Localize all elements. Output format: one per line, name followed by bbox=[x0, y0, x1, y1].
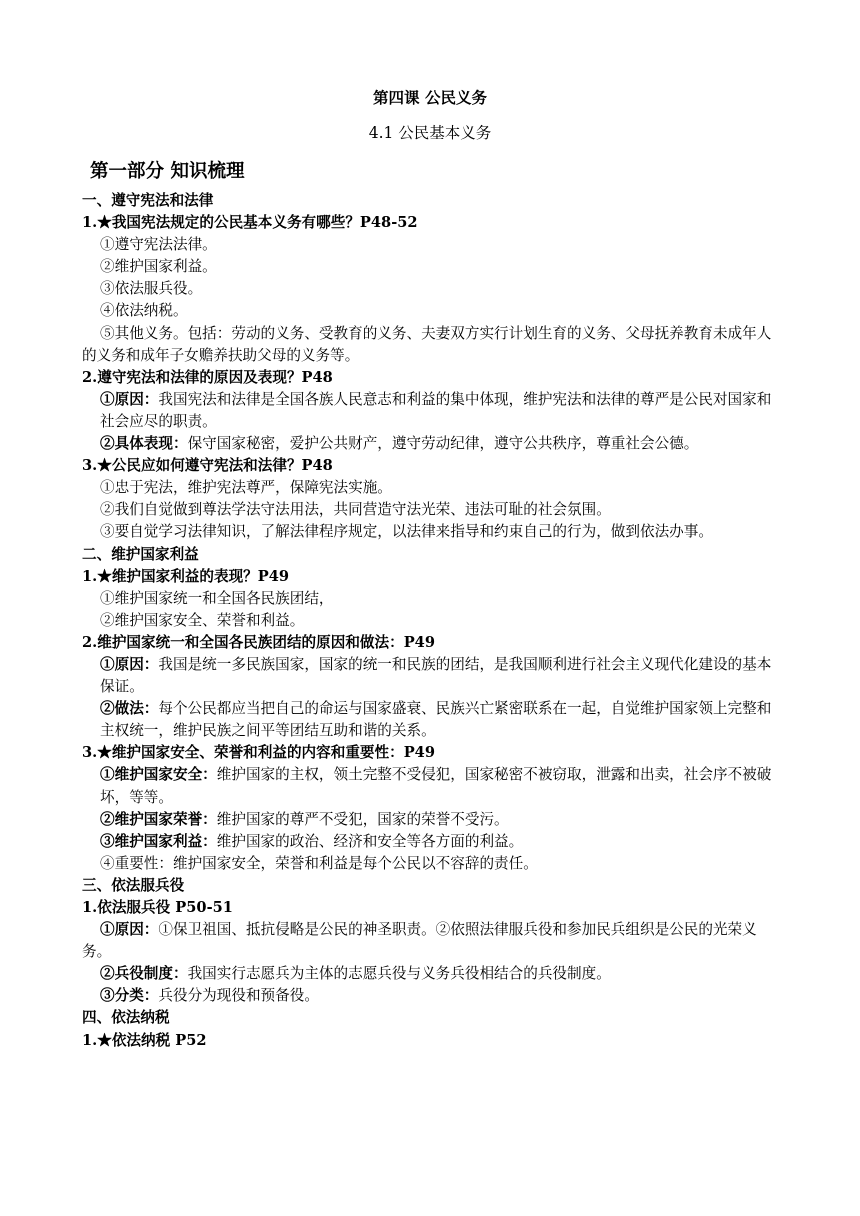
list-item bbox=[82, 433, 782, 455]
list-item: ③要自觉学习法律知识，了解法律程序规定，以法律来指导和约束自己的行为，做到依法办事。 bbox=[100, 523, 713, 541]
item-label: ②兵役制度： bbox=[100, 965, 188, 983]
list-item bbox=[82, 654, 782, 698]
list-item: ⑤其他义务。包括：劳动的义务、受教育的义务、夫妻双方实行计划生育的义务、父母抚养教育未成年人的义务和成年子女赡养扶助父母的义务等。 bbox=[82, 324, 772, 364]
item-label: ③维护国家利益： bbox=[100, 832, 217, 850]
item-label: ①原因： bbox=[100, 655, 159, 673]
list-item: ①维护国家统一和全国各民族团结， bbox=[100, 589, 334, 607]
section-heading: 三、依法服兵役 bbox=[82, 876, 185, 894]
question-title: 1.★依法纳税 P52 bbox=[82, 1031, 207, 1049]
list-item: ④依法纳税。 bbox=[100, 302, 188, 320]
question-title: 3.★公民应如何遵守宪法和法律？P48 bbox=[82, 457, 333, 475]
question-title: 2.遵守宪法和法律的原因及表现？P48 bbox=[82, 368, 333, 386]
section-heading: 一、遵守宪法和法律 bbox=[82, 192, 214, 209]
item-text: 维护国家的主权，领土完整不受侵犯，国家秘密不被窃取，泄露和出卖，社会序不被破坏，等等。 bbox=[100, 766, 772, 806]
list-item bbox=[82, 831, 782, 853]
list-item: ③依法服兵役。 bbox=[100, 280, 203, 298]
section-heading: 四、依法纳税 bbox=[82, 1009, 170, 1027]
item-label: ②维护国家荣誉： bbox=[100, 810, 217, 828]
item-text: 我国实行志愿兵为主体的志愿兵役与义务兵役相结合的兵役制度。 bbox=[187, 965, 611, 983]
section-heading: 二、维护国家利益 bbox=[82, 545, 199, 563]
list-item bbox=[82, 809, 782, 831]
list-item: ②维护国家安全、荣誉和利益。 bbox=[100, 611, 305, 629]
document-body bbox=[82, 158, 782, 1052]
item-label: ②具体表现： bbox=[100, 435, 188, 453]
item-label: ①原因： bbox=[100, 390, 159, 408]
section-title: 4.1 公民基本义务 bbox=[368, 124, 492, 142]
item-text: 保守国家秘密，爱护公共财产，遵守劳动纪律，遵守公共秩序，尊重社会公德。 bbox=[187, 435, 699, 453]
question-title: 1.依法服兵役 P50-51 bbox=[82, 899, 233, 916]
list-item bbox=[82, 764, 782, 808]
list-item: ①遵守宪法法律。 bbox=[100, 236, 217, 254]
part-heading: 第一部分 知识梳理 bbox=[90, 161, 245, 182]
list-item bbox=[82, 389, 782, 433]
item-text: 维护国家的尊严不受犯，国家的荣誉不受污。 bbox=[216, 810, 509, 828]
question-title: 2.维护国家统一和全国各民族团结的原因和做法：P49 bbox=[82, 633, 435, 651]
item-text: 维护国家的政治、经济和安全等各方面的利益。 bbox=[216, 832, 524, 850]
list-item bbox=[82, 985, 782, 1007]
question-title: 1.★我国宪法规定的公民基本义务有哪些？P48-52 bbox=[82, 214, 418, 232]
item-text: 我国宪法和法律是全国各族人民意志和利益的集中体现，维护宪法和法律的尊严是公民对国家和社会应尽的职责。 bbox=[100, 390, 772, 430]
item-text: 每个公民都应当把自己的命运与国家盛衰、民族兴亡紧密联系在一起，自觉维护国家领上完整和主权统一，维护民族之间平等团结互助和谐的关系。 bbox=[100, 700, 772, 740]
list-item bbox=[82, 698, 782, 742]
item-text: ①保卫祖国、抵抗侵略是公民的神圣职责。②依照法律服兵役和参加民兵组织是公民的光荣义务。 bbox=[82, 921, 757, 961]
question-title: 1.★维护国家利益的表现？P49 bbox=[82, 567, 290, 585]
item-label: ②做法： bbox=[100, 700, 159, 718]
item-text: 我国是统一多民族国家，国家的统一和民族的团结，是我国顺利进行社会主义现代化建设的基本保证。 bbox=[100, 655, 772, 696]
item-label: ③分类： bbox=[100, 987, 159, 1005]
list-item bbox=[82, 963, 782, 985]
item-text: 兵役分为现役和预备役。 bbox=[158, 987, 319, 1005]
list-item: ②我们自觉做到尊法学法守法用法，共同营造守法光荣、违法可耻的社会氛围。 bbox=[100, 501, 611, 519]
list-item: ②维护国家利益。 bbox=[100, 258, 217, 276]
question-title: 3.★维护国家安全、荣誉和利益的内容和重要性：P49 bbox=[82, 744, 435, 762]
list-item bbox=[82, 853, 782, 875]
item-label: ①维护国家安全： bbox=[100, 766, 217, 784]
item-label: ①原因： bbox=[100, 921, 159, 939]
item-text: ④重要性：维护国家安全，荣誉和利益是每个公民以不容辞的责任。 bbox=[100, 854, 538, 872]
list-item bbox=[82, 919, 782, 963]
lesson-title: 第四课 公民义务 bbox=[373, 88, 487, 107]
list-item: ①忠于宪法，维护宪法尊严，保障宪法实施。 bbox=[100, 479, 392, 497]
